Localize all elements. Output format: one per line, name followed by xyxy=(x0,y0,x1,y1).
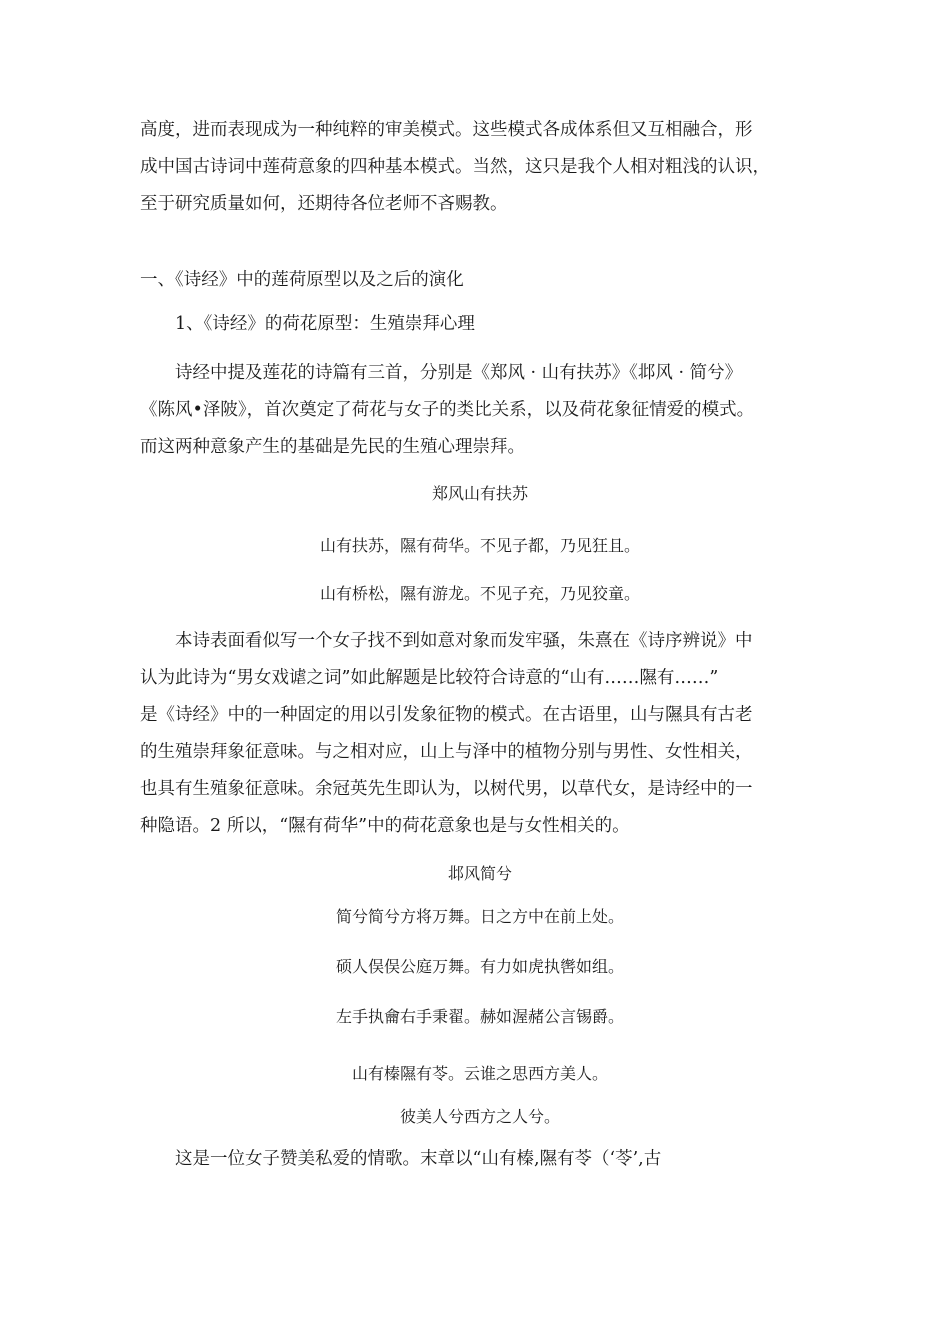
paragraph-1 xyxy=(140,355,820,466)
text-line: 这是一位女子赞美私爱的情歌。末章以“山有榛,隰有苓（‘苓’,古 xyxy=(140,1149,662,1169)
text-line: 而这两种意象产生的基础是先民的生殖心理崇拜。 xyxy=(140,437,525,457)
text-line: 种隐语。2 所以，“隰有荷华”中的荷花意象也是与女性相关的。 xyxy=(140,816,630,836)
poem-line: 左手执龠右手秉翟。赫如渥赭公言锡爵。 xyxy=(335,1007,624,1026)
poem-line: 山有扶苏，隰有荷华。不见子都，乃见狂且。 xyxy=(319,536,640,555)
poem-line: 硕人俣俣公庭万舞。有力如虎执辔如组。 xyxy=(335,957,624,976)
poem-line: 山有桥松，隰有游龙。不见子充，乃见狡童。 xyxy=(319,584,640,603)
text-line: 的生殖崇拜象征意味。与之相对应，山上与泽中的植物分别与男性、女性相关， xyxy=(140,742,753,762)
text-line: 诗经中提及莲花的诗篇有三首，分别是《郑风 · 山有扶苏》《邶风 · 简兮》 xyxy=(140,363,743,383)
poem-line: 彼美人兮西方之人兮。 xyxy=(399,1107,560,1126)
text-line: 至于研究质量如何，还期待各位老师不吝赐教。 xyxy=(140,194,508,214)
text-line: 高度，进而表现成为一种纯粹的审美模式。这些模式各成体系但又互相融合，形 xyxy=(140,120,753,140)
text-line: 也具有生殖象征意味。余冠英先生即认为，以树代男，以草代女，是诗经中的一 xyxy=(140,779,753,799)
intro-paragraph xyxy=(140,112,820,223)
poem-title: 郑风山有扶苏 xyxy=(431,484,528,503)
text-line: 是《诗经》中的一种固定的用以引发象征物的模式。在古语里，山与隰具有古老 xyxy=(140,705,753,725)
text-line: 成中国古诗词中莲荷意象的四种基本模式。当然，这只是我个人相对粗浅的认识， xyxy=(140,157,770,177)
paragraph-3 xyxy=(140,1141,820,1178)
subsection-heading: 1、《诗经》的荷花原型：生殖崇拜心理 xyxy=(175,314,475,334)
section-heading: 一、《诗经》中的莲荷原型以及之后的演化 xyxy=(140,270,464,290)
paragraph-2 xyxy=(140,623,820,845)
poem-line: 山有榛隰有苓。云谁之思西方美人。 xyxy=(351,1064,608,1083)
poem-line: 简兮简兮方将万舞。日之方中在前上处。 xyxy=(335,907,624,926)
poem-title: 邶风简兮 xyxy=(447,864,512,883)
text-line: 本诗表面看似写一个女子找不到如意对象而发牢骚，朱熹在《诗序辨说》中 xyxy=(140,631,753,651)
text-line: 认为此诗为“男女戏谑之词”如此解题是比较符合诗意的“山有……隰有……” xyxy=(140,668,719,688)
text-line: 《陈风•泽陂》，首次奠定了荷花与女子的类比关系，以及荷花象征情爱的模式。 xyxy=(140,400,755,420)
